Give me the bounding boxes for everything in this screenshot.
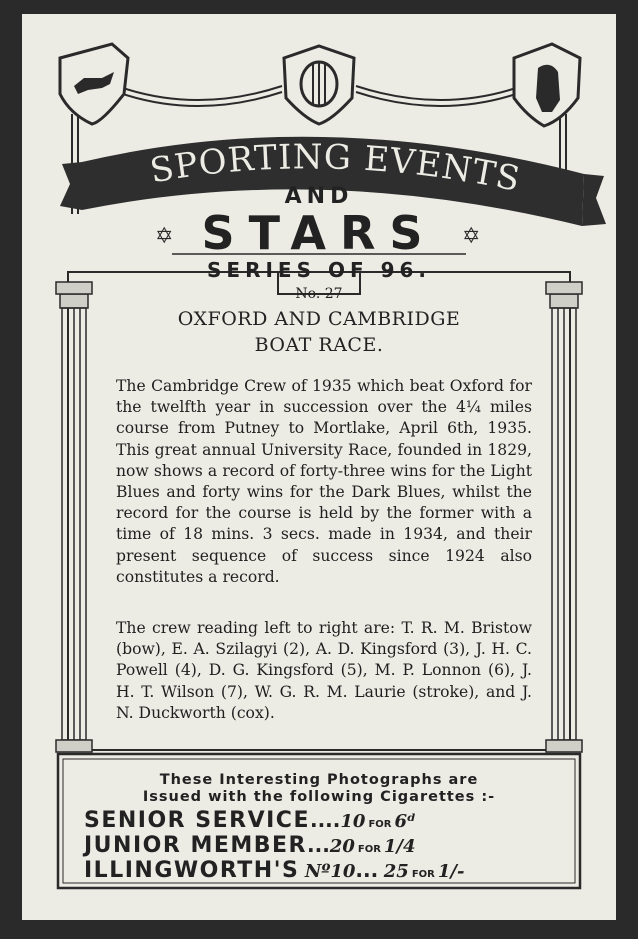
brand-model: Nº10 bbox=[304, 861, 356, 882]
footer-intro-line1: These Interesting Photographs are bbox=[159, 772, 479, 788]
brand-row-junior-member bbox=[84, 833, 578, 859]
leader-dots: ... bbox=[355, 858, 379, 882]
left-column bbox=[56, 282, 92, 752]
brand-price: 1/- bbox=[437, 861, 465, 882]
brand-name: JUNIOR MEMBER bbox=[84, 833, 307, 858]
leader-dots: .... bbox=[309, 808, 341, 832]
brand-name: SENIOR SERVICE bbox=[84, 808, 310, 833]
article-paragraph-1 bbox=[116, 376, 532, 588]
footer-intro bbox=[82, 772, 556, 806]
right-star-icon: ✡ bbox=[462, 224, 481, 249]
article-paragraph-2 bbox=[116, 618, 532, 724]
for-label: FOR bbox=[357, 844, 381, 855]
brand-quantity: 25 bbox=[383, 861, 409, 882]
footer-intro-line2: Issued with the following Cigarettes :- bbox=[142, 789, 496, 805]
paragraph-1-text: The Cambridge Crew of 1935 which beat Oxford for the twelfth year in succession over the 4¼ miles course from Putney to Mortlake, April 6th, 1935. This great annual University Race, founded in 1829, now shows a record of forty-three wins for the Light Blues and forty wins for the Dark Blues, whilst the record for the course is held by the former with a time of 18 mins. 3 secs. made in 1934, and their present sequence of success since 1924 also constitutes a record. bbox=[116, 377, 532, 586]
right-column bbox=[546, 282, 582, 752]
main-title: SPORTING EVENTS bbox=[147, 137, 525, 201]
article-title-line2: BOAT RACE. bbox=[254, 334, 384, 356]
brand-name: ILLINGWORTH'S bbox=[84, 858, 300, 883]
series-label: SERIES OF 96. bbox=[207, 258, 431, 282]
cigarette-card bbox=[22, 14, 616, 920]
subtitle-stars: STARS bbox=[201, 206, 437, 260]
for-label: FOR bbox=[411, 869, 435, 880]
brand-price: 6ᵈ bbox=[394, 811, 416, 832]
for-label: FOR bbox=[368, 819, 392, 830]
leader-dots: ... bbox=[307, 833, 330, 857]
article-title bbox=[102, 306, 536, 358]
brand-row-senior-service bbox=[84, 808, 578, 834]
brand-row-illingworths bbox=[84, 858, 578, 884]
paragraph-2-text: The crew reading left to right are: T. R. M. Bristow (bow), E. A. Szilagyi (2), A. D. Kingsford (3), J. H. C. Powell (4), D. G. Kingsford (5), M. P. Lonnon (6), J. H. T. Wilson (7), W. G. R. M. Laurie (stroke), and J. N. Duckworth (cox). bbox=[116, 619, 532, 722]
article-title-line1: OXFORD AND CAMBRIDGE bbox=[177, 308, 461, 330]
brand-price: 1/4 bbox=[383, 836, 416, 857]
card-number: No. 27 bbox=[295, 286, 343, 302]
left-star-icon: ✡ bbox=[155, 224, 174, 249]
subtitle-and: AND bbox=[284, 184, 354, 209]
brand-quantity: 20 bbox=[329, 836, 355, 857]
brand-quantity: 10 bbox=[340, 811, 366, 832]
